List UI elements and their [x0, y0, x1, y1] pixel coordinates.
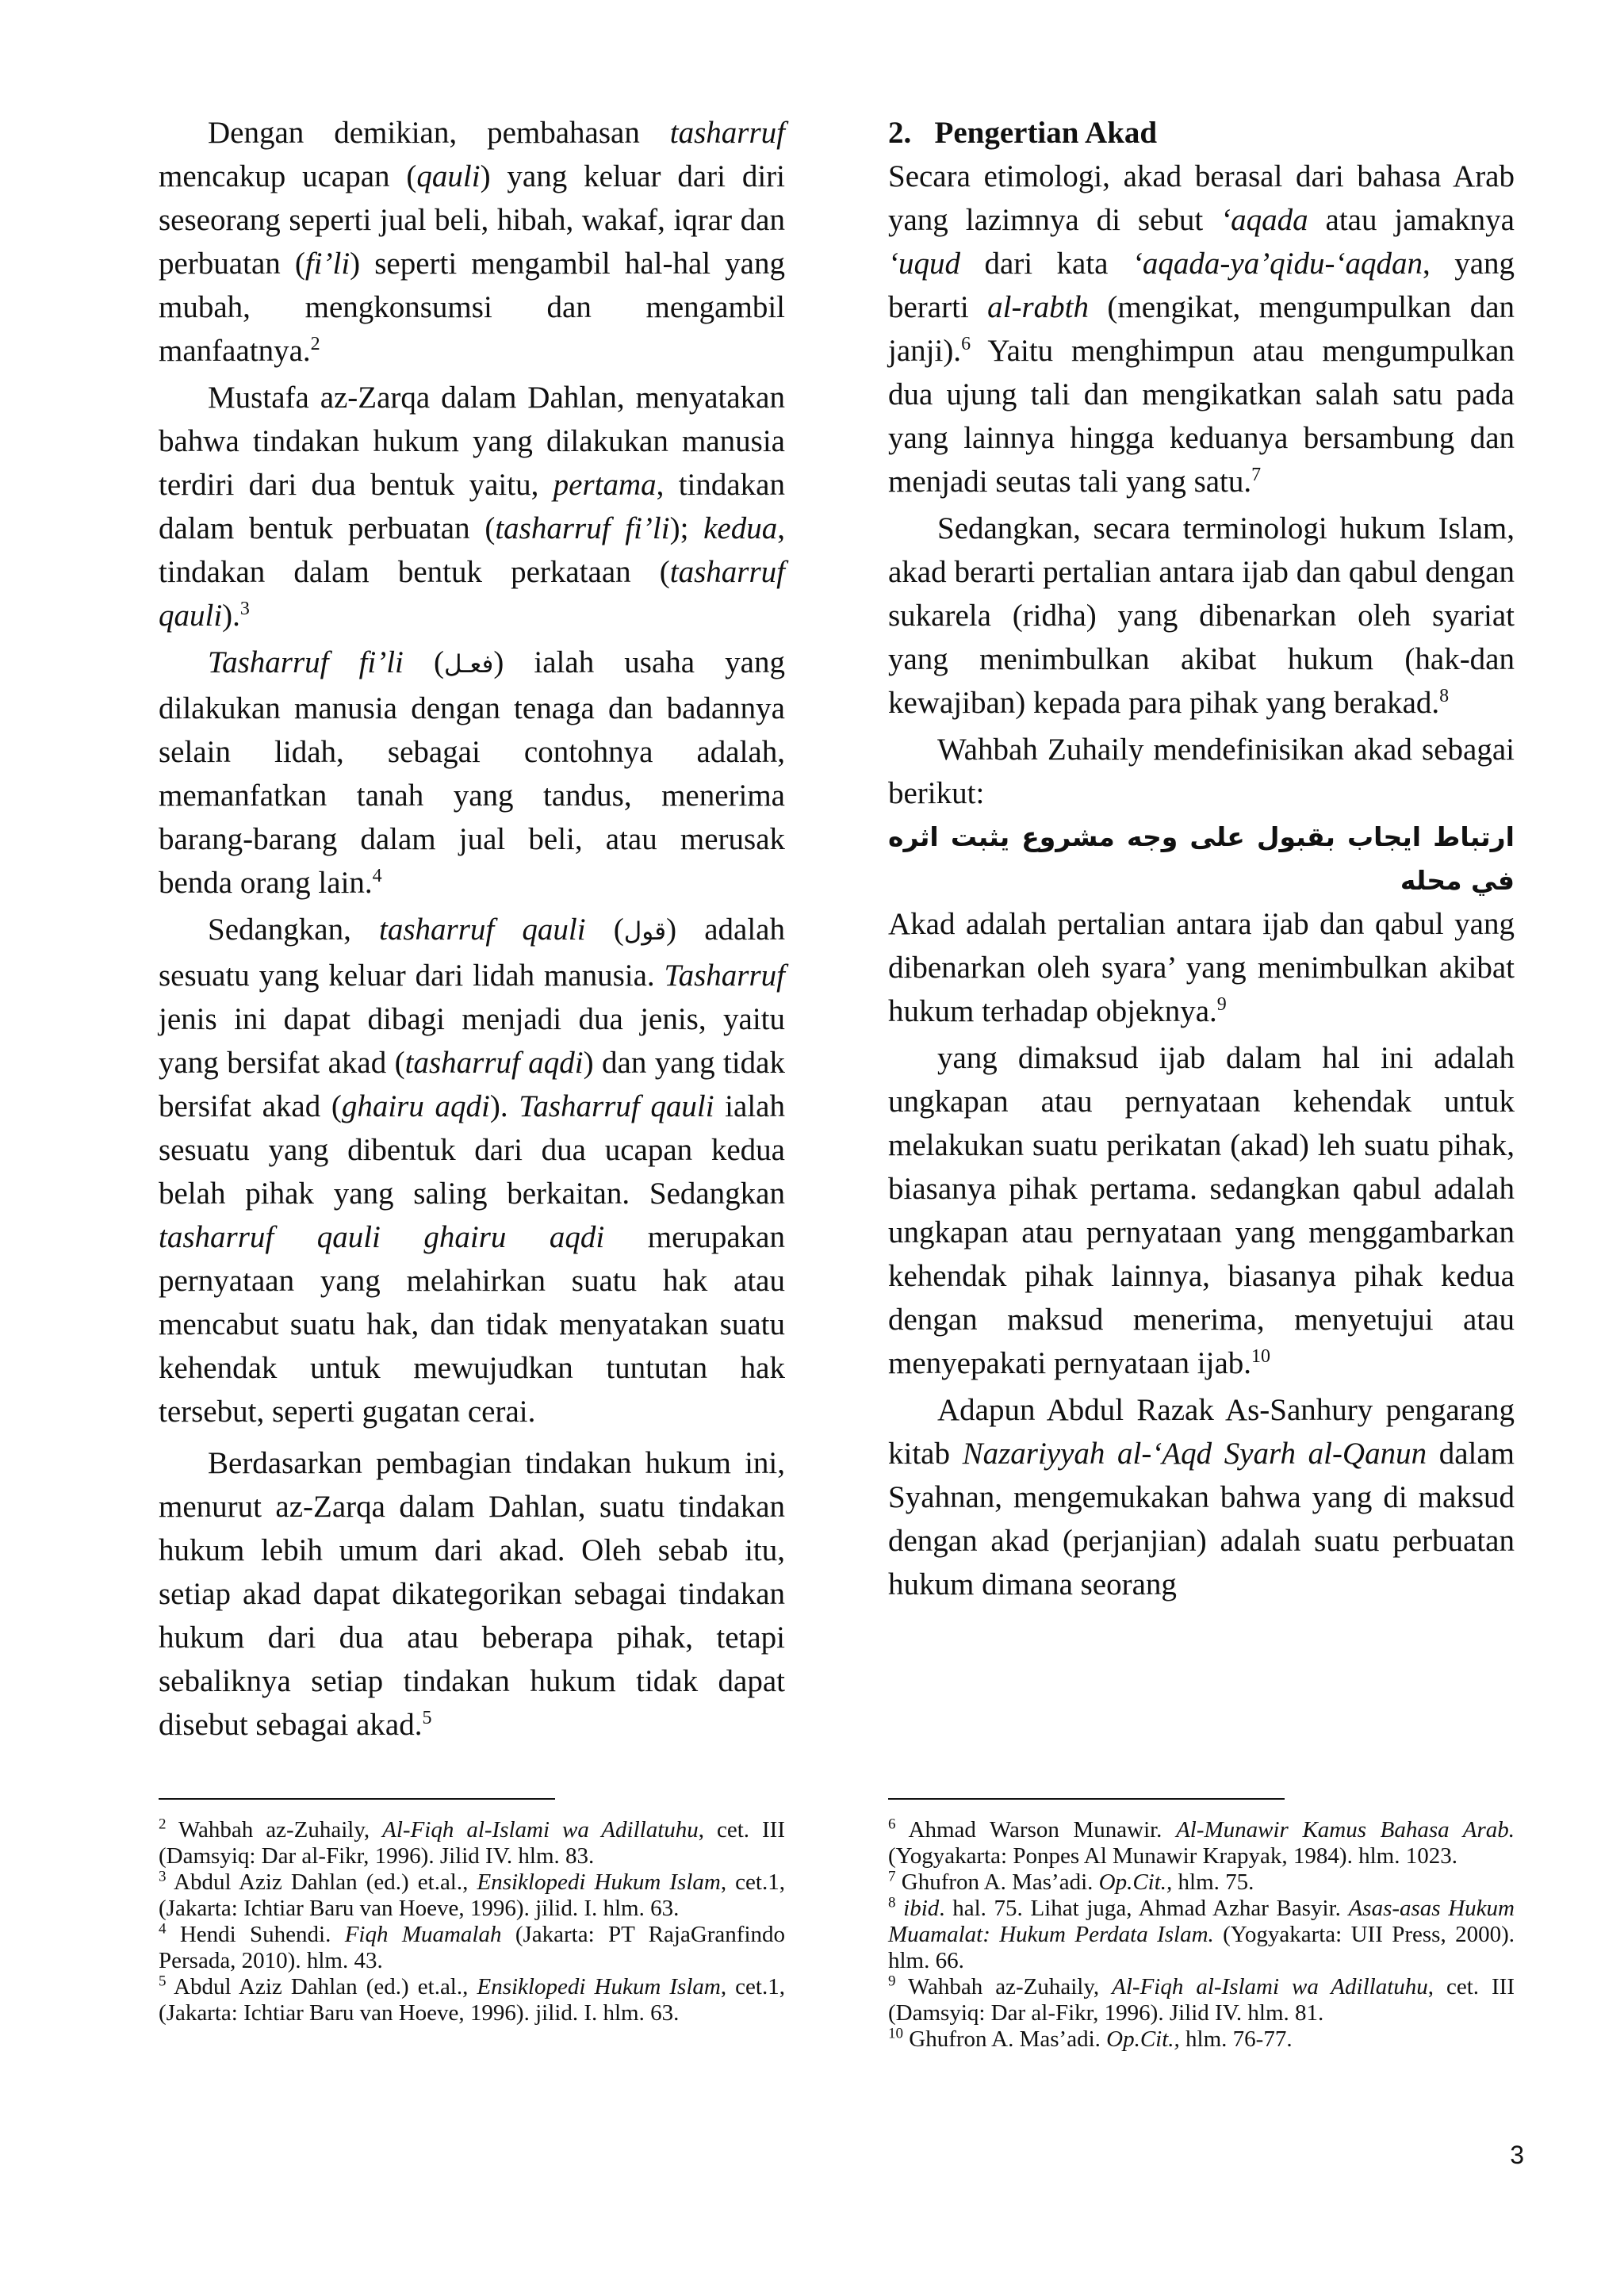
footnote-divider: [888, 1798, 1285, 1800]
paragraph: Adapun Abdul Razak As-Sanhury pengarang kitab Nazariyyah al-‘Aqd Syarh al-Qanun dalam Syahnan, mengemukakan bahwa yang di maksud dengan akad (perjanjian) adalah suatu perbuatan hukum dimana seorang: [888, 1393, 1515, 1601]
paragraph: Sedangkan, secara terminologi hukum Islam, akad berarti pertalian antara ijab dan qabul dengan sukarela (ridha) yang dibenarkan oleh syariat yang menimbulkan akibat hukum (hak-dan kewajiban) kepada para pihak yang berakad.$^8$: [888, 511, 1515, 720]
footnote: $^{10}$ Ghufron A. Mas’adi. Op.Cit., hlm. 76-77.: [888, 2025, 1293, 2052]
footnote-ref: 8: [1439, 686, 1450, 706]
footnote-ref: 3: [239, 599, 250, 619]
footnote-ref: 10: [1251, 1346, 1271, 1367]
footnote: $^6$ Ahmad Warson Munawir. Al-Munawir Kamus Bahasa Arab. (Yogyakarta: Ponpes Al Munawir Krapyak, 1984). hlm. 1023.: [888, 1816, 1515, 1869]
footnote-ref: 9: [1216, 994, 1227, 1015]
footnote-ref: 7: [1251, 465, 1262, 485]
footnote-ref: 6: [961, 334, 971, 354]
footnote-ref: 4: [372, 866, 382, 886]
paragraph: Wahbah Zuhaily mendefinisikan akad sebagai berikut:: [888, 733, 1515, 810]
paragraph: Mustafa az-Zarqa dalam Dahlan, menyatakan bahwa tindakan hukum yang dilakukan manusia terdiri dari dua bentuk yaitu, pertama, tindakan dalam bentuk perbuatan (tasharruf fi’li); kedua, tindakan dalam bentuk perkataan (tasharruf qauli).$^3$: [159, 381, 785, 633]
footnote: $^3$ Abdul Aziz Dahlan (ed.) et.al., Ensiklopedi Hukum Islam, cet.1, (Jakarta: Ichtiar Baru van Hoeve, 1996). jilid. I. hlm. 63.: [159, 1868, 785, 1921]
paragraph: Akad adalah pertalian antara ijab dan qabul yang dibenarkan oleh syara’ yang menimbulkan akibat hukum terhadap objeknya.$^9$: [888, 907, 1515, 1028]
footnote: $^9$ Wahbah az-Zuhaily, Al-Fiqh al-Islami wa Adillatuhu, cet. III (Damsyiq: Dar al-Fikr, 1996). Jilid IV. hlm. 81.: [888, 1973, 1515, 2026]
paragraph: yang dimaksud ijab dalam hal ini adalah ungkapan atau pernyataan kehendak untuk melakukan suatu perikatan (akad) leh suatu pihak, biasanya pihak pertama. sedangkan qabul adalah ungkapan atau pernyataan yang menggambarkan kehendak pihak lainnya, biasanya pihak kedua dengan maksud menerima, menyetujui atau menyepakati pernyataan ijab.$^{10}$: [888, 1041, 1515, 1380]
section-heading: 2. Pengertian Akad: [888, 116, 1158, 150]
paragraph: Sedangkan, tasharruf qauli (قول) adalah sesuatu yang keluar dari lidah manusia. Tasharruf jenis ini dapat dibagi menjadi dua jenis, yaitu yang bersifat akad (tasharruf aqdi) dan yang tidak bersifat akad (ghairu aqdi). Tasharruf qauli ialah sesuatu yang dibentuk dari dua ucapan kedua belah pihak yang saling berkaitan. Sedangkan tasharruf qauli ghairu aqdi merupakan pernyataan yang melahirkan suatu hak atau mencabut suatu hak, dan tidak menyatakan suatu kehendak untuk mewujudkan tuntutan hak tersebut, seperti gugatan cerai.: [159, 913, 785, 1429]
paragraph: Dengan demikian, pembahasan tasharruf mencakup ucapan (qauli) yang keluar dari diri seseorang seperti jual beli, hibah, wakaf, iqrar dan perbuatan (fi’li) seperti mengambil hal-hal yang mubah, mengkonsumsi dan mengambil manfaatnya.$^2$: [159, 116, 785, 368]
footnote: $^7$ Ghufron A. Mas’adi. Op.Cit., hlm. 75.: [888, 1868, 1254, 1895]
footnote-ref: 5: [422, 1708, 432, 1728]
footnote: $^5$ Abdul Aziz Dahlan (ed.) et.al., Ensiklopedi Hukum Islam, cet.1, (Jakarta: Ichtiar Baru van Hoeve, 1996). jilid. I. hlm. 63.: [159, 1973, 785, 2026]
paragraph: Tasharruf fi’li (فعـل) ialah usaha yang dilakukan manusia dengan tenaga dan badannya selain lidah, sebagai contohnya adalah, memanfatkan tanah yang tandus, menerima barang-barang dalam jual beli, atau merusak benda orang lain.$^4$: [159, 645, 785, 900]
footnotes-left: [159, 1798, 785, 2026]
footnote-ref: 2: [310, 334, 320, 354]
left-column: [159, 111, 785, 1747]
arabic-definition: ارتباط ايجاب بقبول على وجه مشروع يثبت اثره في محله: [888, 821, 1515, 896]
footnotes-right: [888, 1798, 1515, 2053]
footnote-divider: [159, 1798, 555, 1800]
footnote-text: Hendi Suhendi. Fiqh Muamalah (Jakarta: PT RajaGranfindo Persada, 2010). hlm. 43.: [159, 1922, 786, 1973]
paragraph: Secara etimologi, akad berasal dari bahasa Arab yang lazimnya di sebut ‘aqada atau jamaknya ‘uqud dari kata ‘aqada-ya’qidu-‘aqdan, yang berarti al-rabth (mengikat, mengumpulkan dan janji).$^6$ Yaitu menghimpun atau mengumpulkan dua ujung tali dan mengikatkan salah satu pada yang lainnya hingga keduanya bersambung dan menjadi seutas tali yang satu.$^7$: [888, 159, 1515, 499]
footnote: $^8$ ibid. hal. 75. Lihat juga, Ahmad Azhar Basyir. Asas-asas Hukum Muamalat: Hukum Perdata Islam. (Yogyakarta: UII Press, 2000). hlm. 66.: [888, 1894, 1515, 1973]
page-number: 3: [1510, 2141, 1524, 2169]
footnote: $^2$ Wahbah az-Zuhaily, Al-Fiqh al-Islami wa Adillatuhu, cet. III (Damsyiq: Dar al-Fikr, 1996). Jilid IV. hlm. 83.: [159, 1816, 785, 1869]
right-column: [888, 111, 1515, 1606]
paragraph: Berdasarkan pembagian tindakan hukum ini, menurut az-Zarqa dalam Dahlan, suatu tindakan hukum lebih umum dari akad. Oleh sebab itu, setiap akad dapat dikategorikan sebagai tindakan hukum dari dua atau beberapa pihak, tetapi sebaliknya setiap tindakan hukum tidak dapat disebut sebagai akad.$^5$: [159, 1446, 785, 1742]
footnote: $^4$ Hendi Suhendi. Fiqh Muamalah (Jakarta: PT RajaGranfindo Persada, 2010). hlm. 43.: [159, 1920, 786, 1973]
